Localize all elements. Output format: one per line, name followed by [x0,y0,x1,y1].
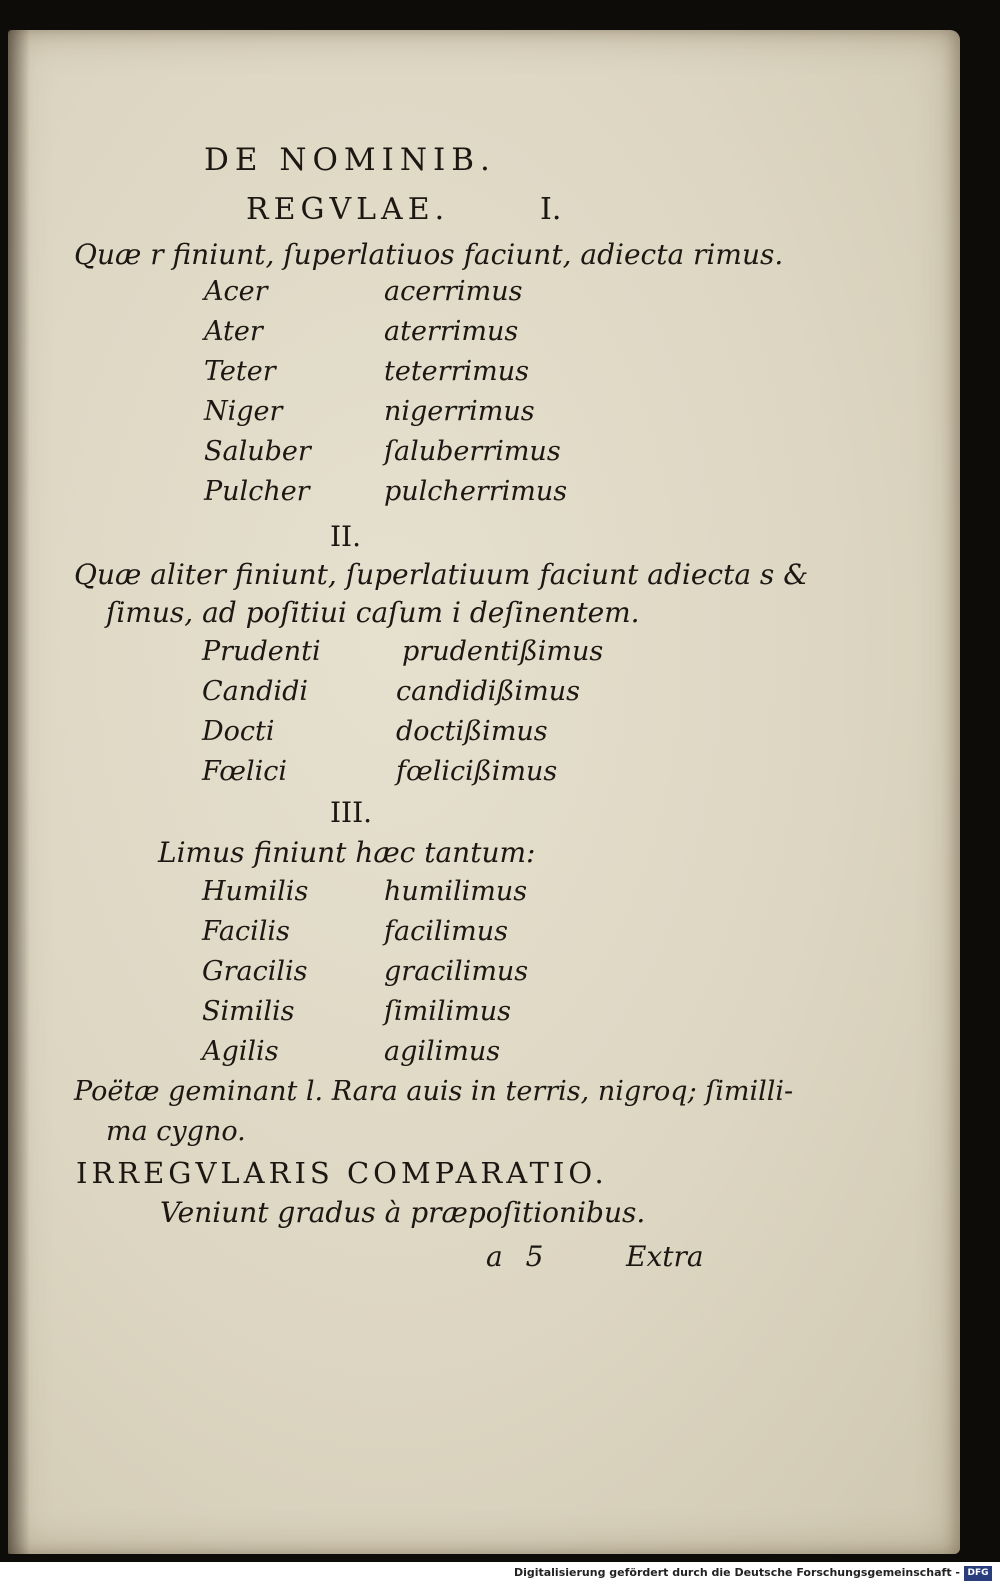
list-1-positive: Niger [204,396,283,427]
section-title: REGVLAE. [246,192,450,227]
list-3-superlative: ſimilimus [384,996,511,1027]
list-1-positive: Acer [204,276,268,307]
list-3-positive: Humilis [202,876,309,907]
list-2-positive: Candidi [202,676,308,707]
list-2-positive: Fœlici [202,756,287,787]
list-2-superlative: doctißimus [396,716,548,747]
list-3-positive: Gracilis [202,956,308,987]
list-1-positive: Teter [204,356,276,387]
list-3-positive: Facilis [202,916,290,947]
list-3-superlative: humilimus [384,876,528,907]
list-3-superlative: facilimus [384,916,508,947]
funding-credit: Digitalisierung gefördert durch die Deutsche Forschungsgemeinschaft - [513,1566,960,1579]
list-1-superlative: ſaluberrimus [384,436,561,467]
list-2-positive: Prudenti [202,636,321,667]
list-1-positive: Pulcher [204,476,310,507]
list-3-superlative: agilimus [384,1036,501,1067]
list-1-positive: Saluber [204,436,311,467]
rule-3: Limus finiunt hæc tantum: [158,836,536,869]
signature-mark: a 5 [486,1240,544,1273]
list-1-positive: Ater [204,316,263,347]
rule-1: Quæ r finiunt, ſuperlatiuos faciunt, adiecta rimus. [74,238,784,271]
dfg-logo: DFG [964,1566,992,1581]
running-head: DE NOMINIB. [204,142,496,178]
list-2-superlative: fœlicißimus [396,756,558,787]
rule-2-line-2: ſimus, ad poſitiui caſum i deſinentem. [106,596,640,629]
list-2-positive: Docti [202,716,275,747]
heading-irregular-subtitle: Veniunt gradus à præpoſitionibus. [160,1196,646,1229]
list-1-superlative: nigerrimus [384,396,535,427]
list-1-superlative: acerrimus [384,276,523,307]
catchword: Extra [626,1240,704,1273]
list-3-positive: Similis [202,996,295,1027]
section-number-1: I. [540,192,562,227]
list-1-superlative: pulcherrimus [384,476,568,507]
list-2-superlative: candidißimus [396,676,580,707]
spine-shadow [8,30,30,1554]
list-1-superlative: aterrimus [384,316,519,347]
list-3-positive: Agilis [202,1036,279,1067]
section-number-3: III. [330,796,373,829]
list-3-superlative: gracilimus [384,956,529,987]
rule-2-line-1: Quæ aliter finiunt, ſuperlatiuum faciunt adiecta s & [74,558,809,591]
section-number-2: II. [330,520,362,553]
note-line-1: Poëtæ geminant l. Rara auis in terris, nigroq; ſimilli- [74,1076,794,1107]
heading-irregular-comparison: IRREGVLARIS COMPARATIO. [76,1156,608,1190]
note-line-2: ma cygno. [106,1116,246,1147]
list-2-superlative: prudentißimus [402,636,604,667]
list-1-superlative: teterrimus [384,356,529,387]
